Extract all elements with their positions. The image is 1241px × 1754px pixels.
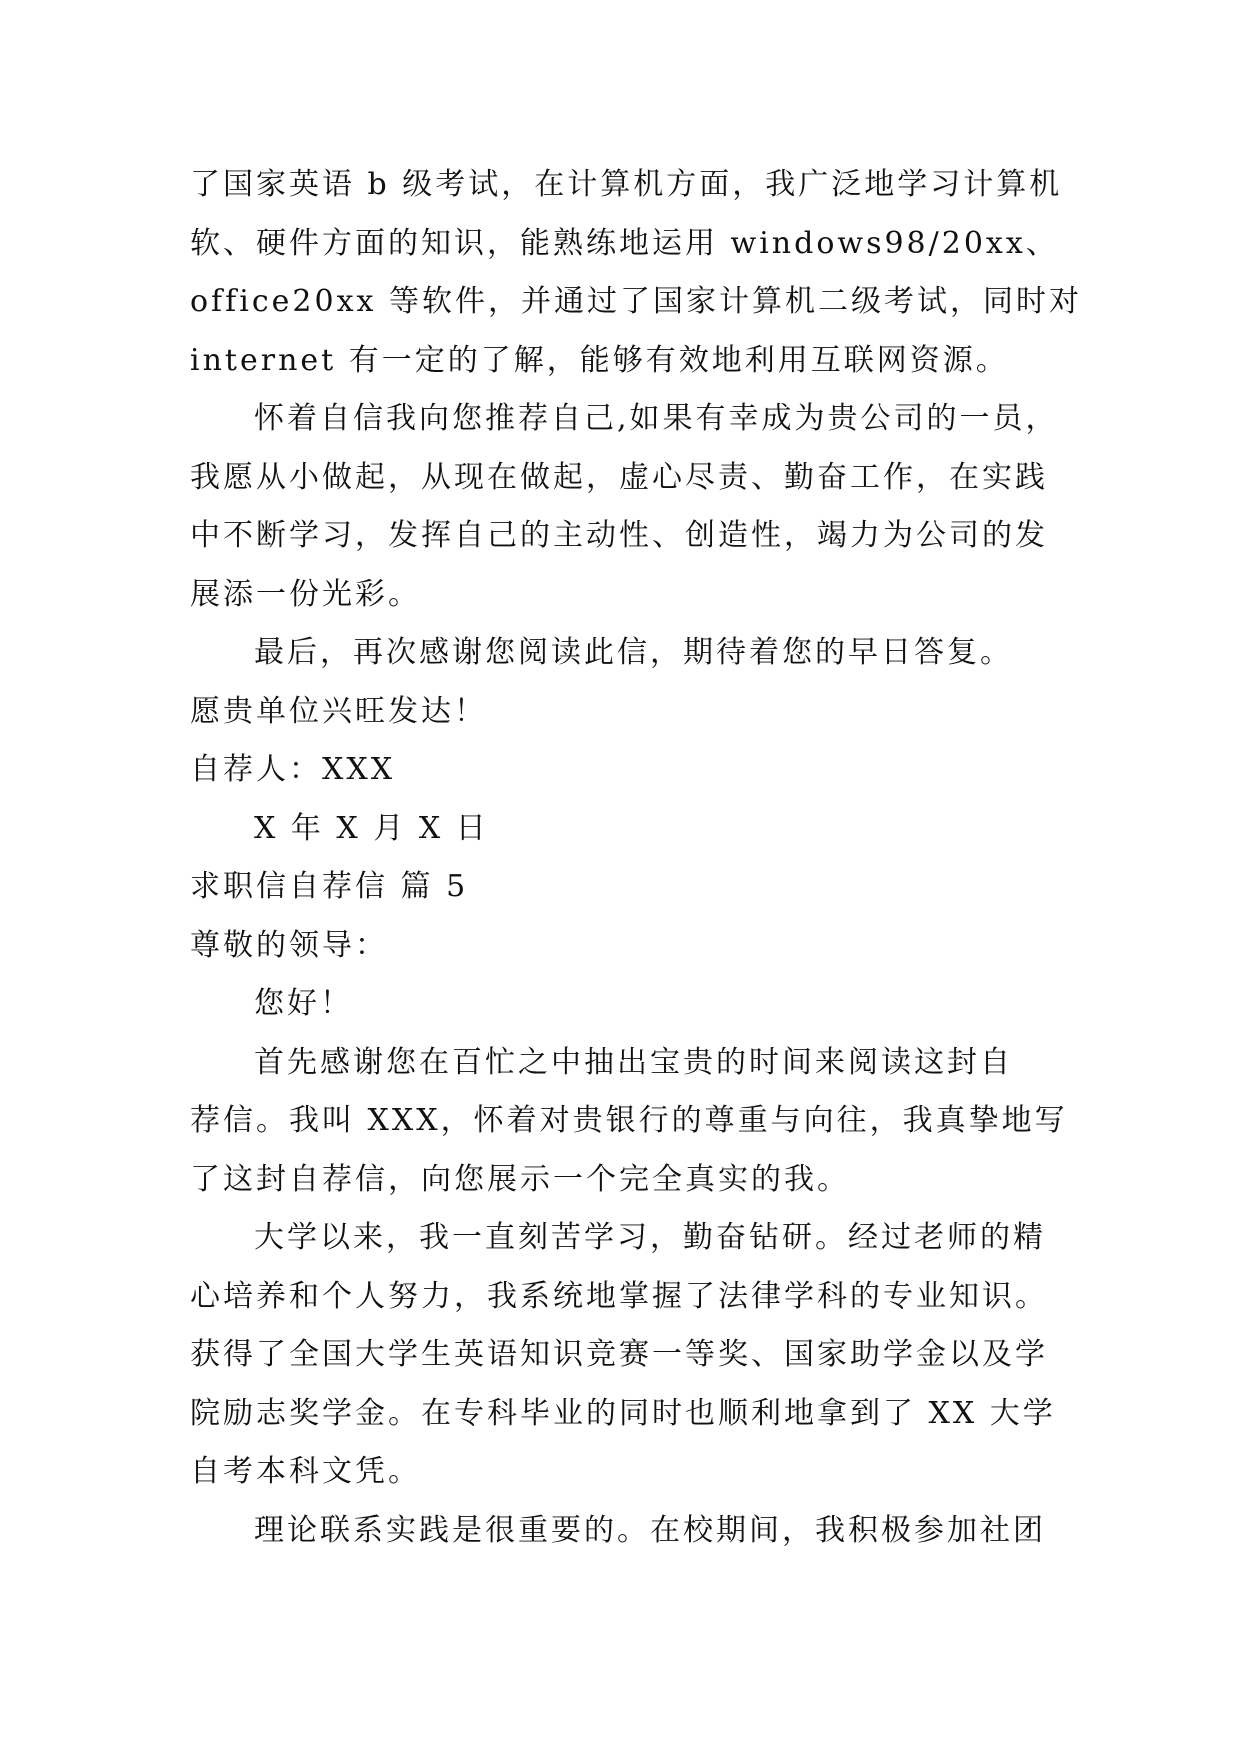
text-line: 软、硬件方面的知识，能熟练地运用 windows98/20xx、	[190, 225, 1059, 261]
text-line: 最后，再次感谢您阅读此信，期待着您的早日答复。	[254, 635, 1013, 670]
text-line: 首先感谢您在百忙之中抽出宝贵的时间来阅读这封自	[254, 1044, 1013, 1080]
text-line: internet 有一定的了解，能够有效地利用互联网资源。	[190, 342, 1009, 378]
text-line: 展添一份光彩。	[190, 576, 421, 612]
text-line: 我愿从小做起，从现在做起，虚心尽责、勤奋工作，在实践	[190, 459, 1048, 495]
letter-body	[190, 156, 1082, 1560]
text-line: X 年 X 月 X 日	[254, 810, 489, 846]
text-line: 您好！	[254, 986, 353, 1021]
text-line: 愿贵单位兴旺发达！	[190, 693, 487, 729]
text-line: 大学以来，我一直刻苦学习，勤奋钻研。经过老师的精	[254, 1220, 1046, 1255]
text-line: 获得了全国大学生英语知识竞赛一等奖、国家助学金以及学	[190, 1337, 1048, 1372]
text-line: 了国家英语 b 级考试，在计算机方面，我广泛地学习计算机	[190, 167, 1063, 202]
text-line: 中不断学习，发挥自己的主动性、创造性，竭力为公司的发	[190, 518, 1048, 553]
text-line: 心培养和个人努力，我系统地掌握了法律学科的专业知识。	[190, 1278, 1048, 1314]
text-line: 理论联系实践是很重要的。在校期间，我积极参加社团	[254, 1512, 1046, 1548]
text-line: 求职信自荐信 篇 5	[190, 869, 469, 904]
text-line: 尊敬的领导：	[190, 927, 388, 963]
text-line: 了这封自荐信，向您展示一个完全真实的我。	[190, 1161, 850, 1197]
text-line: 荐信。我叫 XXX，怀着对贵银行的尊重与向往，我真挚地写	[190, 1103, 1068, 1138]
text-line: 怀着自信我向您推荐自己,如果有幸成为贵公司的一员，	[254, 401, 1059, 436]
text-line: 院励志奖学金。在专科毕业的同时也顺利地拿到了 XX 大学	[190, 1395, 1056, 1431]
text-line: 自荐人：XXX	[190, 752, 396, 787]
text-line: 自考本科文凭。	[190, 1454, 421, 1489]
text-line: office20xx 等软件，并通过了国家计算机二级考试，同时对	[190, 284, 1082, 319]
